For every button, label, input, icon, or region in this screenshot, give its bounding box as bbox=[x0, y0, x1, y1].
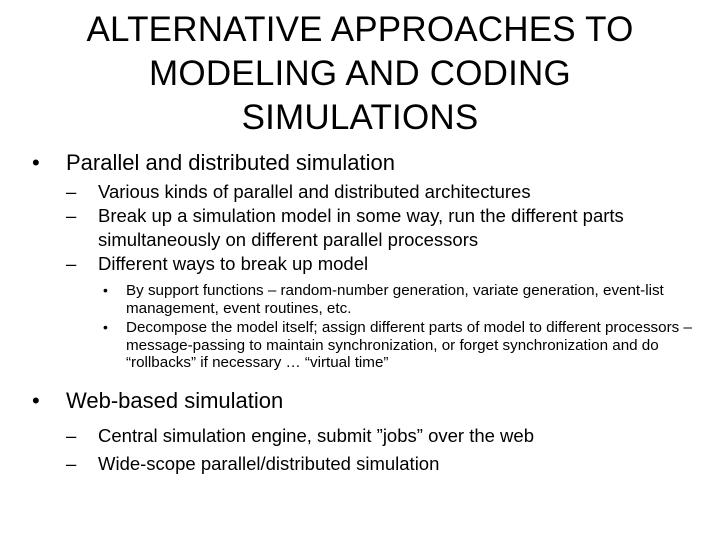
dash-icon: – bbox=[66, 205, 77, 226]
sub-bullet-list bbox=[66, 180, 695, 372]
slide-body bbox=[30, 148, 695, 478]
sub-bullet-text: Break up a simulation model in some way, run the different parts simultaneously on different parallel processors bbox=[98, 205, 624, 250]
sub-sub-bullet-text: By support functions – random-number generation, variate generation, event-list management, event routines, etc. bbox=[126, 282, 664, 317]
sub-bullet-wide-scope bbox=[66, 450, 695, 478]
sub-sub-bullet-list bbox=[98, 282, 695, 372]
bullet-dot-icon: • bbox=[32, 150, 40, 175]
sub-sub-bullet-text: Decompose the model itself; assign different parts of model to different processors – message-passing to maintain synchronization, or forget synchronization and do “rollbacks” if necessary … “virtual time” bbox=[126, 319, 692, 371]
dash-icon: – bbox=[66, 253, 77, 274]
bullet-web-based bbox=[30, 386, 695, 478]
sub-bullet-different-ways bbox=[66, 252, 695, 372]
sub-sub-bullet-decompose-model bbox=[98, 319, 695, 372]
dash-icon: – bbox=[66, 424, 77, 446]
bullet-parallel-distributed bbox=[30, 148, 695, 372]
sub-bullet-break-up-model bbox=[66, 204, 695, 252]
dash-icon: – bbox=[66, 181, 77, 202]
bullet-dot-icon: • bbox=[103, 319, 108, 335]
title-line-1: ALTERNATIVE APPROACHES TO bbox=[86, 10, 634, 49]
bullet-list bbox=[30, 148, 695, 478]
slide-title bbox=[60, 8, 660, 140]
bullet-text: Web-based simulation bbox=[66, 387, 284, 413]
bullet-text: Parallel and distributed simulation bbox=[66, 150, 395, 175]
sub-bullet-central-engine bbox=[66, 422, 695, 450]
sub-bullet-text: Central simulation engine, submit ”jobs” over the web bbox=[98, 424, 534, 446]
title-line-2: MODELING AND CODING bbox=[149, 54, 571, 93]
bullet-dot-icon: • bbox=[32, 387, 40, 413]
title-line-3: SIMULATIONS bbox=[241, 98, 479, 137]
bullet-dot-icon: • bbox=[103, 282, 108, 298]
dash-icon: – bbox=[66, 452, 77, 474]
sub-bullet-architectures bbox=[66, 180, 695, 204]
sub-bullet-list bbox=[66, 422, 695, 478]
sub-bullet-text: Different ways to break up model bbox=[98, 253, 369, 274]
sub-bullet-text: Various kinds of parallel and distributed architectures bbox=[98, 181, 531, 202]
sub-sub-bullet-support-functions bbox=[98, 282, 695, 317]
sub-bullet-text: Wide-scope parallel/distributed simulation bbox=[98, 452, 440, 474]
